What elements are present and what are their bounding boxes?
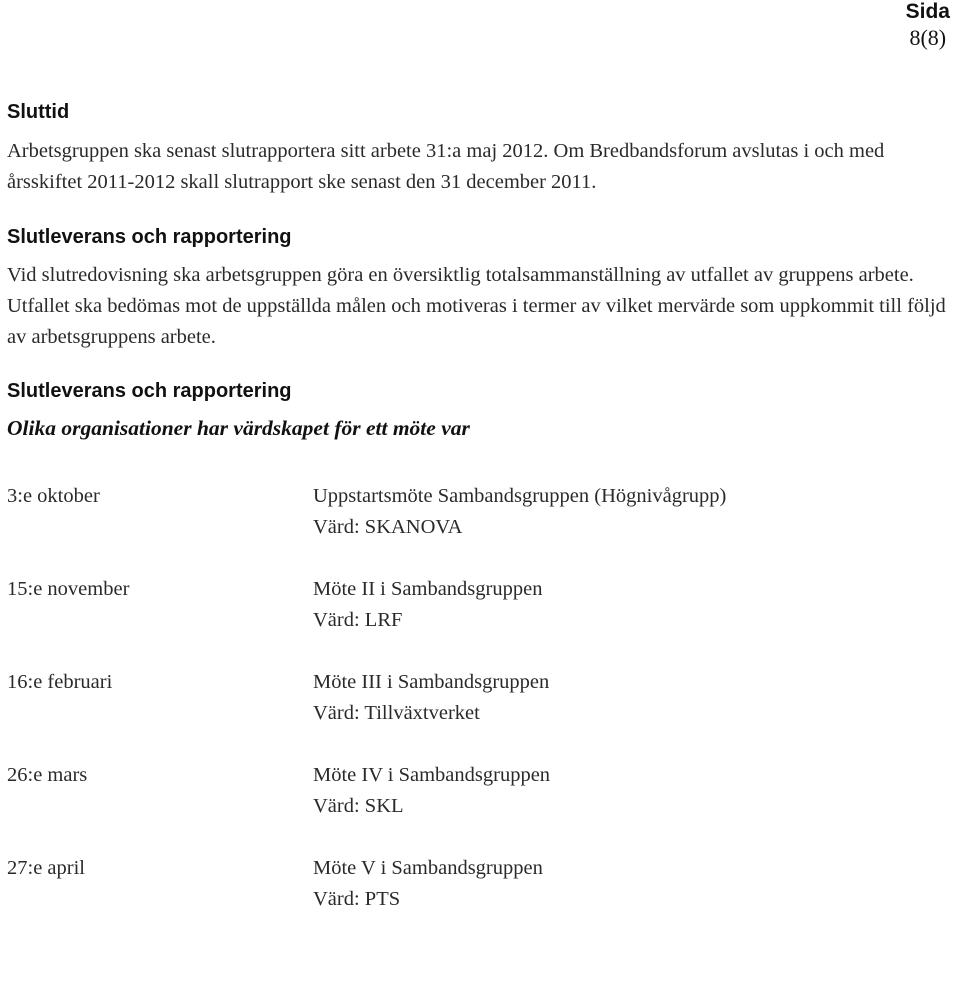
- meeting-date: 26:e mars: [7, 764, 88, 786]
- meeting-row: [7, 760, 947, 822]
- meeting-title: Möte V i Sambandsgruppen: [313, 857, 543, 879]
- meeting-row: [7, 481, 947, 543]
- paragraph-slutleverans: Vid slutredovisning ska arbetsgruppen göra en översiktlig totalsammanställning av utfallet av gruppens arbete. Utfallet ska bedömas mot de uppställda målen och motiveras i termer av vilket mervärde som uppkommit till följd av arbetsgruppens arbete.: [7, 264, 946, 348]
- meeting-info: [313, 481, 726, 543]
- meeting-date: 16:e februari: [7, 671, 113, 693]
- meeting-schedule: [7, 481, 947, 915]
- meeting-host: Värd: SKANOVA: [313, 516, 463, 538]
- meeting-host: Värd: Tillväxtverket: [313, 702, 480, 724]
- meeting-row: [7, 853, 947, 915]
- paragraph-sluttid: Arbetsgruppen ska senast slutrapportera sitt arbete 31:a maj 2012. Om Bredbandsforum avslutas i och med årsskiftet 2011-2012 skall slutrapport ske senast den 31 december 2011.: [7, 140, 885, 193]
- meeting-info: [313, 667, 549, 729]
- page-label: Sida: [905, 0, 950, 23]
- meeting-title: Möte II i Sambandsgruppen: [313, 578, 543, 600]
- meeting-row: [7, 574, 947, 636]
- meeting-date: 3:e oktober: [7, 485, 100, 507]
- heading-sluttid: Sluttid: [7, 101, 70, 123]
- subheading-host-organisations: Olika organisationer har värdskapet för ett möte var: [7, 416, 470, 440]
- meeting-info: [313, 853, 543, 915]
- heading-slutleverans: Slutleverans och rapportering: [7, 226, 292, 248]
- document-body: [7, 98, 947, 946]
- page-header: [906, 0, 950, 52]
- meeting-host: Värd: SKL: [313, 795, 404, 817]
- heading-slutleverans-2: Slutleverans och rapportering: [7, 380, 292, 402]
- meeting-date: 27:e april: [7, 857, 85, 879]
- meeting-info: [313, 574, 542, 636]
- meeting-date: 15:e november: [7, 578, 130, 600]
- meeting-host: Värd: PTS: [313, 888, 401, 910]
- meeting-row: [7, 667, 947, 729]
- meeting-title: Möte IV i Sambandsgruppen: [313, 764, 551, 786]
- meeting-title: Uppstartsmöte Sambandsgruppen (Högnivågrupp): [313, 485, 727, 507]
- meeting-title: Möte III i Sambandsgruppen: [313, 671, 550, 693]
- meeting-info: [313, 760, 550, 822]
- page-number: 8(8): [909, 25, 947, 50]
- meeting-host: Värd: LRF: [313, 609, 403, 631]
